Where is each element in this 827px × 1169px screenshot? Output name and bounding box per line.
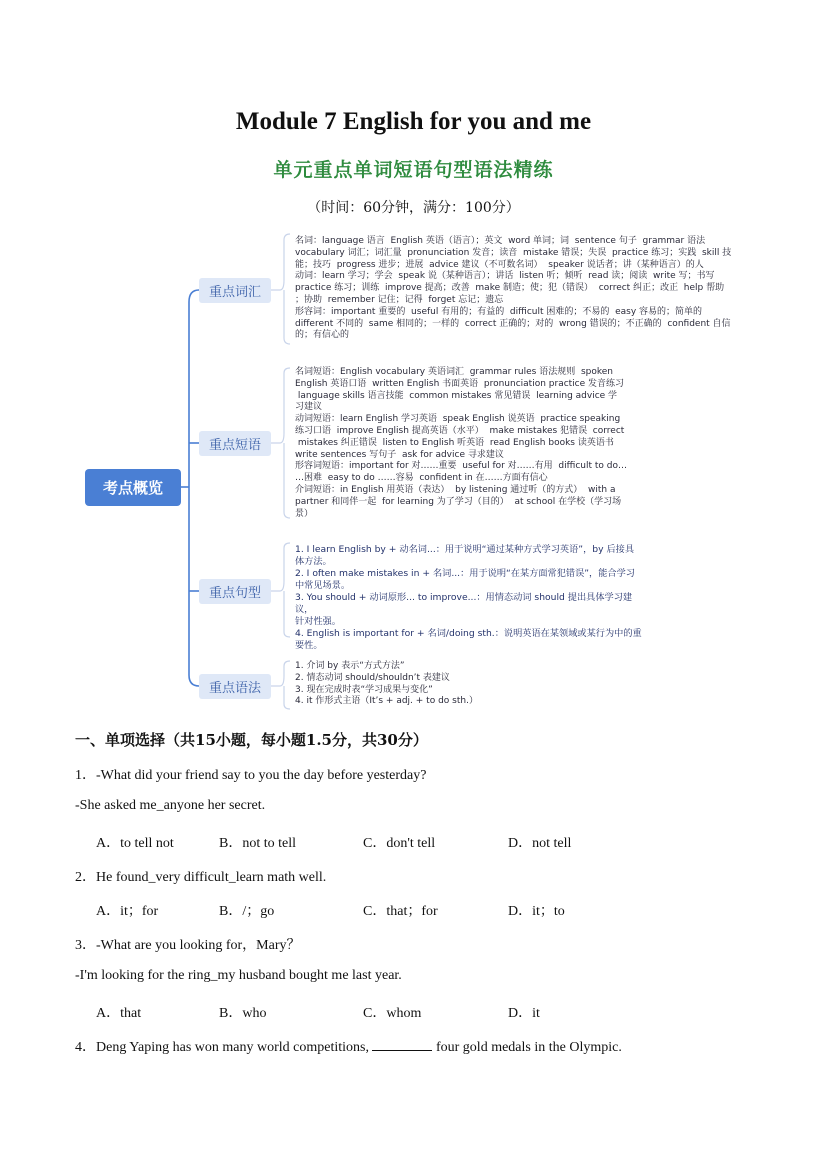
question-3-option-d: D．it (508, 1006, 540, 1021)
question-3-line-1: 3．-What are you looking for，Mary？ (75, 938, 301, 953)
mindmap-leaf-vocabulary: 名词：language 语言 English 英语（语言）；英文 word 单词；词 sentence 句子 grammar 语法 vocabulary 词汇；词汇量 pronunciation 发音；读音 mistake 错误；失误 practice 练习；实践 skill 技 能；技巧 progress 进步；进展 advice 建议（不可数名词） speaker 说话者；讲（某种语言）的人 动词：learn 学习；学会 speak 说（某种语言）；讲话 listen 听；倾听 read 读；阅读 write 写；书写 practice 练习；训练 improve 提高；改善 make 制造；使；犯（错误） correct 纠正；改正 help 帮助 ；协助 remember 记住；记得 forget 忘记；遗忘 形容词：important 重要的 useful 有用的；有益的 difficult 困难的；不易的 easy 容易的；简单的 different 不同的 same 相同的；一样的 correct 正确的；对的 wrong 错误的；不正确的 confident 自信 的；有信心的 (295, 236, 732, 341)
question-1-option-a: A．to tell not (96, 836, 174, 851)
document-subtitle: 单元重点单词短语句型语法精练 (273, 159, 554, 181)
mindmap-branch-grammar: 重点语法 (199, 674, 271, 699)
mindmap-leaf-sentences: 1. I learn English by + 动名词...：用于说明“通过某种方式学习英语”，by 后接具 体方法。 2. I often make mistakes in + 名词...：用于说明“在某方面常犯错误”，能合学习 中常见场景。 3. You should + 动词原形... to improve...：用情态动词 should 提出具体学习建议， 针对性强。 4. English is important for + 名词/doing sth.：说明英语在某领域或某行为中的重 要性。 (295, 544, 642, 651)
question-1-option-c: C．don't tell (363, 836, 436, 851)
question-1-line-2: -She asked me_anyone her secret. (75, 798, 266, 813)
mindmap-branch-vocabulary: 重点词汇 (199, 278, 271, 303)
mindmap-leaf-phrases: 名词短语：English vocabulary 英语词汇 grammar rules 语法规则 spoken English 英语口语 written English 书面英语 pronunciation practice 发音练习 language skills 语言技能 common mistakes 常见错误 learning advice 学 习建议 动词短语：learn English 学习英语 speak English 说英语 practice speaking 练习口语 improve English 提高英语（水平） make mistakes 犯错误 correct mistakes 纠正错误 listen to English 听英语 read English books 读英语书 write sentences 写句子 ask for advice 寻求建议 形容词短语：important for 对……重要 useful for 对……有用 difficult to do… …困难 easy to do ……容易 confident in 在……方面有信心 介词短语：in English 用英语（表达） by listening 通过听（的方式） with a partner 和同伴一起 for learning 为了学习（目的） at school 在学校（学习场 景） (295, 367, 627, 519)
mindmap-branch-sentences: 重点句型 (199, 579, 271, 604)
document-title: Module 7 English for you and me (235, 108, 592, 135)
question-2-option-a: A．it；for (96, 904, 159, 919)
question-4-line-1 (75, 1036, 622, 1056)
question-3-option-b: B．who (219, 1006, 267, 1021)
question-2-line-1: 2．He found_very difficult_learn math well. (75, 870, 327, 885)
mindmap-leaf-grammar: 1. 介词 by 表示“方式方法” 2. 情态动词 should/shouldn’t 表建议 3. 现在完成时表“学习成果与变化” 4. it 作形式主语（It’s + adj. + to do sth.） (295, 661, 478, 707)
question-2-option-b: B．/；go (219, 904, 275, 919)
answer-blank (372, 1038, 432, 1051)
question-1-option-d: D．not tell (508, 836, 572, 851)
question-2-option-c: C．that；for (363, 904, 438, 919)
question-4-text-before: 4．Deng Yaping has won many world competitions, (75, 1040, 373, 1055)
mindmap-branch-phrases: 重点短语 (199, 431, 271, 456)
question-3-option-c: C．whom (363, 1006, 422, 1021)
question-3-option-a: A．that (96, 1006, 142, 1021)
question-2-option-d: D．it；to (508, 904, 565, 919)
question-1-line-1: 1．-What did your friend say to you the day before yesterday? (75, 768, 427, 783)
time-info: （时间：60分钟，满分：100分） (307, 200, 520, 216)
question-1-option-b: B．not to tell (219, 836, 296, 851)
question-3-line-2: -I'm looking for the ring_my husband bought me last year. (75, 968, 402, 983)
mindmap-root: 考点概览 (85, 469, 181, 506)
section-heading: 一、单项选择（共15小题，每小题1.5分，共30分） (75, 731, 428, 749)
question-4-text-after: four gold medals in the Olympic. (432, 1040, 622, 1055)
